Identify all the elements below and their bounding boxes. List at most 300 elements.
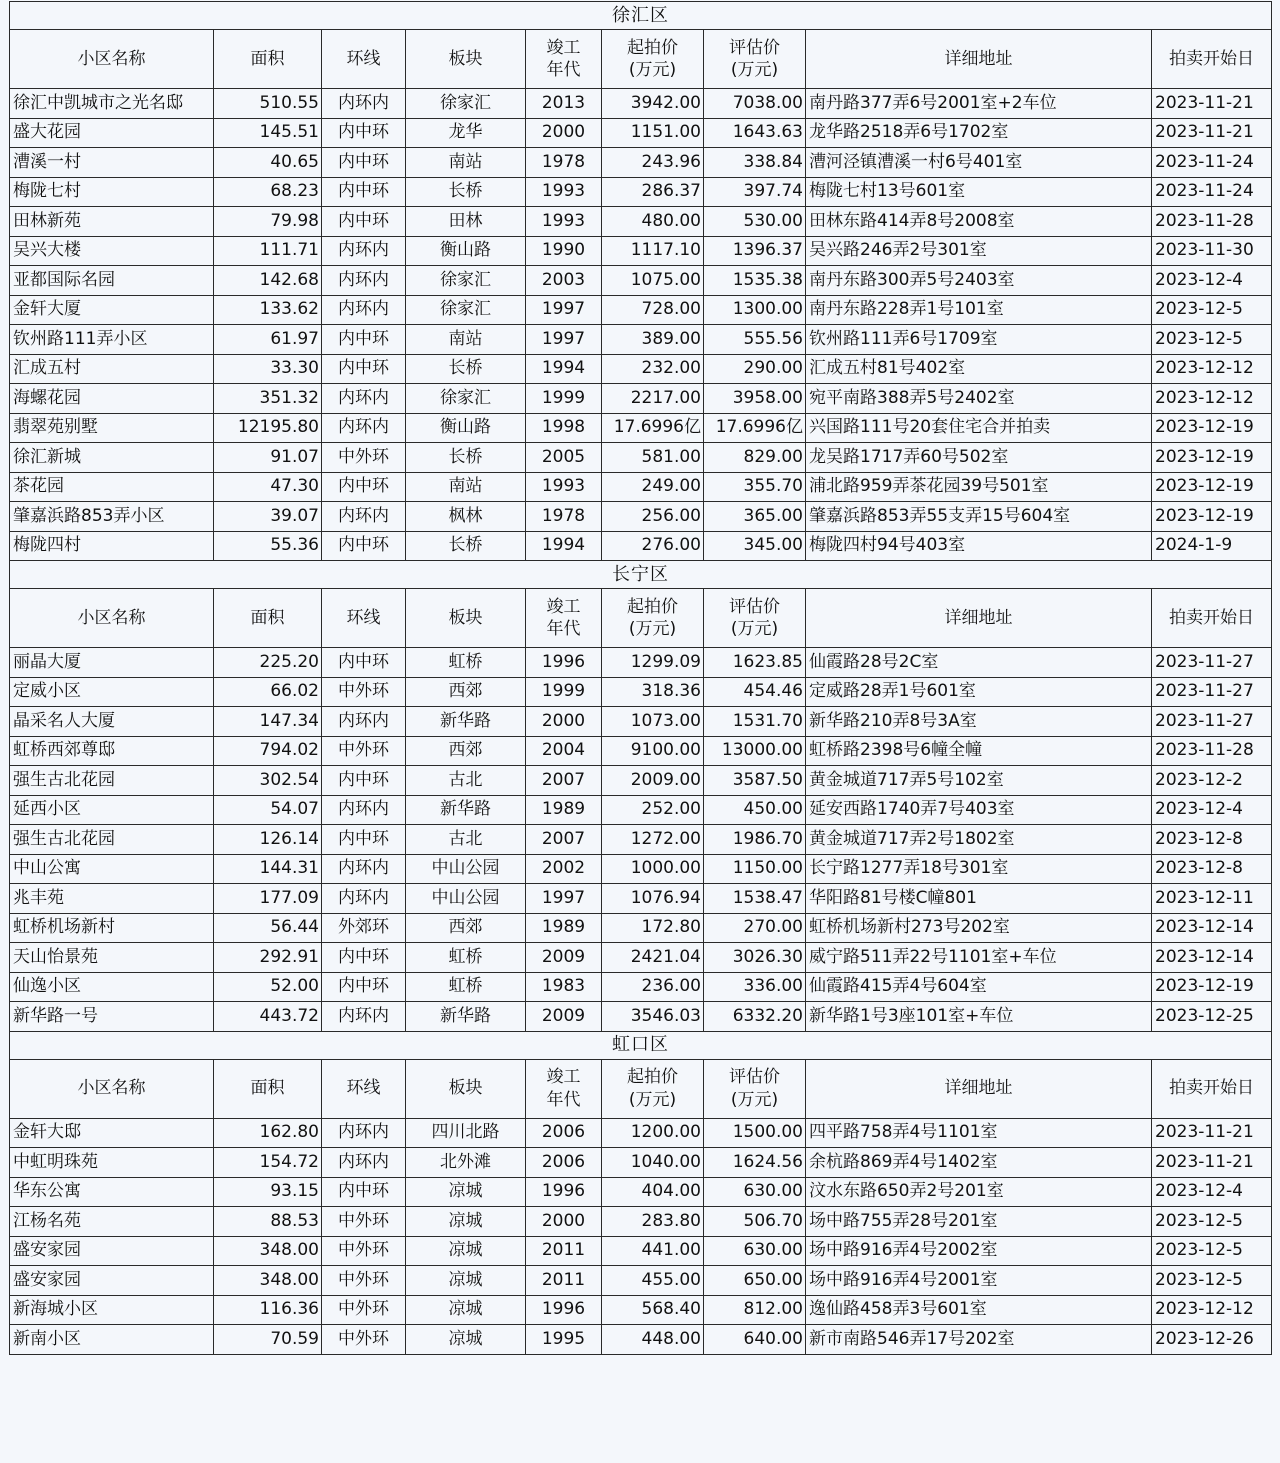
cell-sector: 南站: [406, 325, 526, 355]
cell-sector: 中山公园: [406, 854, 526, 884]
cell-ring-road: 内环内: [322, 502, 406, 532]
cell-area: 292.91: [214, 943, 322, 973]
cell-completion-year: 1978: [526, 148, 602, 178]
cell-address: 四平路758弄4号1101室: [806, 1118, 1152, 1148]
cell-ring-road: 内中环: [322, 354, 406, 384]
cell-area: 351.32: [214, 384, 322, 414]
cell-community-name: 仙逸小区: [10, 972, 214, 1002]
cell-area: 154.72: [214, 1148, 322, 1178]
cell-completion-year: 1997: [526, 325, 602, 355]
cell-area: 126.14: [214, 825, 322, 855]
cell-completion-year: 1983: [526, 972, 602, 1002]
column-header-row: [10, 589, 1272, 648]
cell-auction-start-date: 2023-12-26: [1152, 1325, 1272, 1355]
cell-completion-year: 1996: [526, 1295, 602, 1325]
cell-completion-year: 1989: [526, 913, 602, 943]
cell-completion-year: 2002: [526, 854, 602, 884]
cell-community-name: 梅陇七村: [10, 177, 214, 207]
cell-completion-year: 1997: [526, 295, 602, 325]
column-header-sector: 板块: [406, 1059, 526, 1118]
cell-completion-year: 2000: [526, 1207, 602, 1237]
cell-community-name: 茶花园: [10, 472, 214, 502]
cell-sector: 凉城: [406, 1266, 526, 1296]
column-header-appraisal-price: 评估价 (万元): [704, 589, 806, 648]
cell-sector: 长桥: [406, 177, 526, 207]
cell-sector: 西郊: [406, 677, 526, 707]
cell-address: 场中路916弄4号2001室: [806, 1266, 1152, 1296]
cell-appraisal-price: 1300.00: [704, 295, 806, 325]
cell-address: 龙华路2518弄6号1702室: [806, 118, 1152, 148]
cell-ring-road: 内环内: [322, 295, 406, 325]
cell-auction-start-date: 2023-12-25: [1152, 1002, 1272, 1032]
cell-completion-year: 2000: [526, 118, 602, 148]
cell-starting-price: 3942.00: [602, 89, 704, 119]
cell-appraisal-price: 630.00: [704, 1236, 806, 1266]
cell-sector: 新华路: [406, 795, 526, 825]
cell-area: 794.02: [214, 736, 322, 766]
cell-community-name: 钦州路111弄小区: [10, 325, 214, 355]
cell-completion-year: 2007: [526, 825, 602, 855]
cell-ring-road: 内环内: [322, 707, 406, 737]
table-row: [10, 295, 1272, 325]
cell-area: 116.36: [214, 1295, 322, 1325]
cell-area: 55.36: [214, 531, 322, 561]
column-header-sector: 板块: [406, 30, 526, 89]
cell-area: 40.65: [214, 148, 322, 178]
cell-completion-year: 1996: [526, 1177, 602, 1207]
cell-starting-price: 581.00: [602, 443, 704, 473]
column-header-auction-start-date: 拍卖开始日: [1152, 1059, 1272, 1118]
cell-sector: 衡山路: [406, 413, 526, 443]
cell-community-name: 中山公寓: [10, 854, 214, 884]
cell-completion-year: 2005: [526, 443, 602, 473]
cell-ring-road: 内中环: [322, 531, 406, 561]
cell-appraisal-price: 13000.00: [704, 736, 806, 766]
cell-community-name: 盛安家园: [10, 1236, 214, 1266]
cell-community-name: 华东公寓: [10, 1177, 214, 1207]
column-header-row: [10, 1059, 1272, 1118]
cell-completion-year: 2011: [526, 1266, 602, 1296]
cell-auction-start-date: 2023-11-21: [1152, 118, 1272, 148]
table-row: [10, 1266, 1272, 1296]
cell-appraisal-price: 290.00: [704, 354, 806, 384]
cell-auction-start-date: 2023-12-12: [1152, 1295, 1272, 1325]
column-header-sector: 板块: [406, 589, 526, 648]
cell-community-name: 徐汇新城: [10, 443, 214, 473]
cell-ring-road: 内中环: [322, 1177, 406, 1207]
cell-starting-price: 2421.04: [602, 943, 704, 973]
cell-address: 南丹东路300弄5号2403室: [806, 266, 1152, 296]
district-title: 虹口区: [10, 1031, 1272, 1059]
cell-community-name: 虹桥机场新村: [10, 913, 214, 943]
table-row: [10, 384, 1272, 414]
cell-starting-price: 1076.94: [602, 884, 704, 914]
table-row: [10, 707, 1272, 737]
cell-completion-year: 2006: [526, 1148, 602, 1178]
cell-appraisal-price: 3958.00: [704, 384, 806, 414]
cell-community-name: 新南小区: [10, 1325, 214, 1355]
cell-completion-year: 2004: [526, 736, 602, 766]
cell-starting-price: 389.00: [602, 325, 704, 355]
column-header-community-name: 小区名称: [10, 589, 214, 648]
cell-area: 88.53: [214, 1207, 322, 1237]
cell-auction-start-date: 2023-12-12: [1152, 384, 1272, 414]
cell-ring-road: 内环内: [322, 236, 406, 266]
cell-appraisal-price: 450.00: [704, 795, 806, 825]
cell-community-name: 江杨名苑: [10, 1207, 214, 1237]
cell-address: 梅陇四村94号403室: [806, 531, 1152, 561]
cell-completion-year: 2011: [526, 1236, 602, 1266]
cell-area: 147.34: [214, 707, 322, 737]
cell-community-name: 新海城小区: [10, 1295, 214, 1325]
cell-appraisal-price: 630.00: [704, 1177, 806, 1207]
cell-ring-road: 内中环: [322, 325, 406, 355]
cell-address: 定威路28弄1号601室: [806, 677, 1152, 707]
cell-completion-year: 1994: [526, 531, 602, 561]
table-row: [10, 118, 1272, 148]
cell-address: 新市南路546弄17号202室: [806, 1325, 1152, 1355]
cell-sector: 徐家汇: [406, 266, 526, 296]
table-row: [10, 1177, 1272, 1207]
cell-community-name: 汇成五村: [10, 354, 214, 384]
cell-area: 145.51: [214, 118, 322, 148]
cell-address: 兴国路111号20套住宅合并拍卖: [806, 413, 1152, 443]
cell-area: 12195.80: [214, 413, 322, 443]
table-row: [10, 736, 1272, 766]
cell-starting-price: 1151.00: [602, 118, 704, 148]
column-header-completion-year: 竣工 年代: [526, 30, 602, 89]
cell-area: 33.30: [214, 354, 322, 384]
cell-address: 威宁路511弄22号1101室+车位: [806, 943, 1152, 973]
table-row: [10, 1295, 1272, 1325]
column-header-ring-road: 环线: [322, 589, 406, 648]
district-title: 徐汇区: [10, 2, 1272, 30]
cell-community-name: 定威小区: [10, 677, 214, 707]
column-header-community-name: 小区名称: [10, 30, 214, 89]
cell-address: 漕河泾镇漕溪一村6号401室: [806, 148, 1152, 178]
cell-address: 余杭路869弄4号1402室: [806, 1148, 1152, 1178]
cell-starting-price: 568.40: [602, 1295, 704, 1325]
cell-appraisal-price: 355.70: [704, 472, 806, 502]
cell-appraisal-price: 365.00: [704, 502, 806, 532]
cell-sector: 徐家汇: [406, 384, 526, 414]
table-row: [10, 325, 1272, 355]
cell-starting-price: 283.80: [602, 1207, 704, 1237]
cell-ring-road: 内中环: [322, 118, 406, 148]
column-header-auction-start-date: 拍卖开始日: [1152, 589, 1272, 648]
cell-address: 钦州路111弄6号1709室: [806, 325, 1152, 355]
cell-starting-price: 404.00: [602, 1177, 704, 1207]
cell-completion-year: 2007: [526, 766, 602, 796]
table-row: [10, 354, 1272, 384]
cell-auction-start-date: 2023-12-12: [1152, 354, 1272, 384]
table-row: [10, 443, 1272, 473]
cell-ring-road: 中外环: [322, 1236, 406, 1266]
cell-sector: 四川北路: [406, 1118, 526, 1148]
table-row: [10, 236, 1272, 266]
cell-area: 56.44: [214, 913, 322, 943]
table-row: [10, 472, 1272, 502]
cell-sector: 田林: [406, 207, 526, 237]
column-header-area: 面积: [214, 589, 322, 648]
cell-ring-road: 内环内: [322, 266, 406, 296]
cell-ring-road: 内中环: [322, 148, 406, 178]
cell-ring-road: 中外环: [322, 1325, 406, 1355]
cell-community-name: 亚都国际名园: [10, 266, 214, 296]
column-header-completion-year: 竣工 年代: [526, 589, 602, 648]
cell-area: 68.23: [214, 177, 322, 207]
cell-sector: 龙华: [406, 118, 526, 148]
cell-auction-start-date: 2024-1-9: [1152, 531, 1272, 561]
cell-community-name: 金轩大邸: [10, 1118, 214, 1148]
cell-starting-price: 2009.00: [602, 766, 704, 796]
cell-appraisal-price: 1643.63: [704, 118, 806, 148]
cell-address: 长宁路1277弄18号301室: [806, 854, 1152, 884]
cell-ring-road: 内中环: [322, 648, 406, 678]
table-row: [10, 795, 1272, 825]
cell-starting-price: 243.96: [602, 148, 704, 178]
cell-area: 79.98: [214, 207, 322, 237]
table-row: [10, 1002, 1272, 1032]
cell-area: 70.59: [214, 1325, 322, 1355]
cell-sector: 新华路: [406, 1002, 526, 1032]
cell-appraisal-price: 1396.37: [704, 236, 806, 266]
cell-sector: 西郊: [406, 736, 526, 766]
table-row: [10, 943, 1272, 973]
cell-sector: 南站: [406, 148, 526, 178]
cell-community-name: 翡翠苑别墅: [10, 413, 214, 443]
cell-address: 华阳路81号楼C幢801: [806, 884, 1152, 914]
cell-ring-road: 内中环: [322, 472, 406, 502]
cell-ring-road: 内环内: [322, 384, 406, 414]
cell-appraisal-price: 345.00: [704, 531, 806, 561]
cell-ring-road: 外郊环: [322, 913, 406, 943]
cell-ring-road: 中外环: [322, 443, 406, 473]
cell-auction-start-date: 2023-11-27: [1152, 648, 1272, 678]
cell-auction-start-date: 2023-11-27: [1152, 677, 1272, 707]
cell-appraisal-price: 640.00: [704, 1325, 806, 1355]
table-row: [10, 884, 1272, 914]
column-header-address: 详细地址: [806, 1059, 1152, 1118]
table-row: [10, 413, 1272, 443]
cell-area: 133.62: [214, 295, 322, 325]
cell-ring-road: 内环内: [322, 89, 406, 119]
cell-area: 52.00: [214, 972, 322, 1002]
cell-area: 47.30: [214, 472, 322, 502]
cell-ring-road: 内中环: [322, 825, 406, 855]
cell-sector: 北外滩: [406, 1148, 526, 1178]
cell-auction-start-date: 2023-12-5: [1152, 1266, 1272, 1296]
cell-ring-road: 内环内: [322, 413, 406, 443]
cell-area: 177.09: [214, 884, 322, 914]
cell-completion-year: 2009: [526, 943, 602, 973]
cell-starting-price: 1040.00: [602, 1148, 704, 1178]
column-header-area: 面积: [214, 1059, 322, 1118]
column-header-appraisal-price: 评估价 (万元): [704, 1059, 806, 1118]
table-row: [10, 766, 1272, 796]
cell-starting-price: 17.6996亿: [602, 413, 704, 443]
cell-appraisal-price: 270.00: [704, 913, 806, 943]
column-header-address: 详细地址: [806, 30, 1152, 89]
cell-area: 162.80: [214, 1118, 322, 1148]
cell-completion-year: 1995: [526, 1325, 602, 1355]
cell-area: 61.97: [214, 325, 322, 355]
cell-community-name: 延西小区: [10, 795, 214, 825]
cell-community-name: 海螺花园: [10, 384, 214, 414]
cell-sector: 徐家汇: [406, 295, 526, 325]
cell-appraisal-price: 1531.70: [704, 707, 806, 737]
cell-area: 225.20: [214, 648, 322, 678]
cell-starting-price: 256.00: [602, 502, 704, 532]
cell-completion-year: 2006: [526, 1118, 602, 1148]
cell-sector: 长桥: [406, 531, 526, 561]
table-row: [10, 648, 1272, 678]
cell-community-name: 兆丰苑: [10, 884, 214, 914]
cell-ring-road: 内环内: [322, 1148, 406, 1178]
cell-sector: 古北: [406, 825, 526, 855]
cell-completion-year: 1993: [526, 177, 602, 207]
cell-appraisal-price: 506.70: [704, 1207, 806, 1237]
cell-address: 田林东路414弄8号2008室: [806, 207, 1152, 237]
cell-completion-year: 2000: [526, 707, 602, 737]
cell-appraisal-price: 1535.38: [704, 266, 806, 296]
cell-area: 93.15: [214, 1177, 322, 1207]
cell-community-name: 盛大花园: [10, 118, 214, 148]
cell-address: 延安西路1740弄7号403室: [806, 795, 1152, 825]
cell-auction-start-date: 2023-12-2: [1152, 766, 1272, 796]
cell-ring-road: 内环内: [322, 1118, 406, 1148]
cell-ring-road: 内环内: [322, 854, 406, 884]
cell-community-name: 强生古北花园: [10, 825, 214, 855]
table-row: [10, 148, 1272, 178]
cell-auction-start-date: 2023-12-19: [1152, 972, 1272, 1002]
cell-address: 新华路1号3座101室+车位: [806, 1002, 1152, 1032]
cell-area: 302.54: [214, 766, 322, 796]
cell-address: 汇成五村81号402室: [806, 354, 1152, 384]
cell-completion-year: 1993: [526, 207, 602, 237]
cell-ring-road: 内中环: [322, 943, 406, 973]
cell-address: 汶水东路650弄2号201室: [806, 1177, 1152, 1207]
column-header-ring-road: 环线: [322, 30, 406, 89]
cell-starting-price: 276.00: [602, 531, 704, 561]
cell-auction-start-date: 2023-12-19: [1152, 443, 1272, 473]
cell-completion-year: 1993: [526, 472, 602, 502]
cell-auction-start-date: 2023-11-21: [1152, 1118, 1272, 1148]
table-row: [10, 502, 1272, 532]
cell-address: 新华路210弄8号3A室: [806, 707, 1152, 737]
cell-sector: 凉城: [406, 1207, 526, 1237]
cell-community-name: 金轩大厦: [10, 295, 214, 325]
cell-area: 443.72: [214, 1002, 322, 1032]
cell-ring-road: 内中环: [322, 766, 406, 796]
cell-starting-price: 1117.10: [602, 236, 704, 266]
cell-address: 仙霞路28号2C室: [806, 648, 1152, 678]
cell-starting-price: 1000.00: [602, 854, 704, 884]
cell-appraisal-price: 6332.20: [704, 1002, 806, 1032]
cell-ring-road: 中外环: [322, 1295, 406, 1325]
cell-sector: 凉城: [406, 1325, 526, 1355]
column-header-starting-price: 起拍价 (万元): [602, 30, 704, 89]
cell-appraisal-price: 650.00: [704, 1266, 806, 1296]
cell-community-name: 盛安家园: [10, 1266, 214, 1296]
table-row: [10, 177, 1272, 207]
cell-auction-start-date: 2023-12-14: [1152, 913, 1272, 943]
column-header-area: 面积: [214, 30, 322, 89]
district-section-header: [10, 2, 1272, 30]
cell-appraisal-price: 17.6996亿: [704, 413, 806, 443]
cell-starting-price: 1299.09: [602, 648, 704, 678]
cell-community-name: 虹桥西郊尊邸: [10, 736, 214, 766]
cell-completion-year: 1990: [526, 236, 602, 266]
cell-starting-price: 728.00: [602, 295, 704, 325]
column-header-appraisal-price: 评估价 (万元): [704, 30, 806, 89]
cell-auction-start-date: 2023-11-27: [1152, 707, 1272, 737]
cell-appraisal-price: 812.00: [704, 1295, 806, 1325]
cell-sector: 虹桥: [406, 972, 526, 1002]
cell-starting-price: 286.37: [602, 177, 704, 207]
cell-ring-road: 内环内: [322, 884, 406, 914]
cell-completion-year: 1978: [526, 502, 602, 532]
cell-ring-road: 中外环: [322, 736, 406, 766]
cell-sector: 新华路: [406, 707, 526, 737]
cell-sector: 古北: [406, 766, 526, 796]
cell-area: 39.07: [214, 502, 322, 532]
cell-auction-start-date: 2023-12-4: [1152, 795, 1272, 825]
cell-appraisal-price: 1623.85: [704, 648, 806, 678]
district-section-header: [10, 1031, 1272, 1059]
cell-address: 宛平南路388弄5号2402室: [806, 384, 1152, 414]
cell-appraisal-price: 336.00: [704, 972, 806, 1002]
cell-auction-start-date: 2023-12-19: [1152, 502, 1272, 532]
cell-community-name: 新华路一号: [10, 1002, 214, 1032]
cell-appraisal-price: 1538.47: [704, 884, 806, 914]
cell-community-name: 丽晶大厦: [10, 648, 214, 678]
cell-auction-start-date: 2023-11-24: [1152, 148, 1272, 178]
cell-sector: 徐家汇: [406, 89, 526, 119]
cell-starting-price: 9100.00: [602, 736, 704, 766]
district-section-header: [10, 561, 1272, 589]
cell-starting-price: 455.00: [602, 1266, 704, 1296]
cell-area: 144.31: [214, 854, 322, 884]
cell-starting-price: 249.00: [602, 472, 704, 502]
cell-completion-year: 2013: [526, 89, 602, 119]
table-row: [10, 1207, 1272, 1237]
cell-community-name: 梅陇四村: [10, 531, 214, 561]
cell-completion-year: 1989: [526, 795, 602, 825]
cell-community-name: 天山怡景苑: [10, 943, 214, 973]
cell-starting-price: 2217.00: [602, 384, 704, 414]
cell-starting-price: 1073.00: [602, 707, 704, 737]
cell-address: 梅陇七村13号601室: [806, 177, 1152, 207]
table-row: [10, 913, 1272, 943]
cell-community-name: 吴兴大楼: [10, 236, 214, 266]
table-row: [10, 854, 1272, 884]
cell-appraisal-price: 3587.50: [704, 766, 806, 796]
cell-community-name: 田林新苑: [10, 207, 214, 237]
cell-auction-start-date: 2023-12-19: [1152, 472, 1272, 502]
cell-area: 348.00: [214, 1236, 322, 1266]
table-row: [10, 89, 1272, 119]
cell-community-name: 晶采名人大厦: [10, 707, 214, 737]
cell-address: 肇嘉浜路853弄55支弄15号604室: [806, 502, 1152, 532]
cell-appraisal-price: 7038.00: [704, 89, 806, 119]
cell-ring-road: 内中环: [322, 207, 406, 237]
cell-community-name: 徐汇中凯城市之光名邸: [10, 89, 214, 119]
cell-auction-start-date: 2023-12-5: [1152, 295, 1272, 325]
cell-auction-start-date: 2023-11-21: [1152, 89, 1272, 119]
cell-auction-start-date: 2023-12-11: [1152, 884, 1272, 914]
cell-appraisal-price: 1624.56: [704, 1148, 806, 1178]
